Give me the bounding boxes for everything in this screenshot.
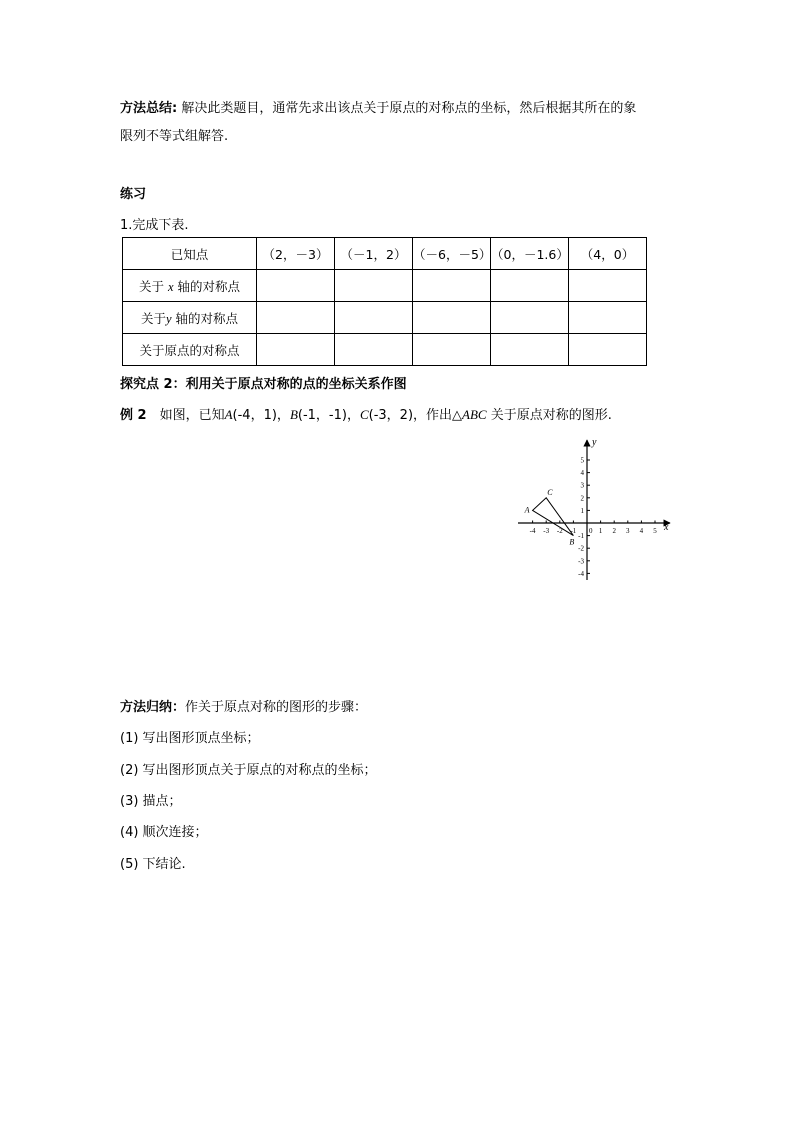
y-tick-label: -4	[578, 569, 584, 578]
y-tick-label: -1	[578, 532, 584, 541]
row-header-text: 轴的对称点	[173, 278, 241, 294]
x-tick-label: -1	[570, 527, 577, 535]
example-label: 例 2	[120, 408, 147, 423]
y-tick-label: -2	[578, 544, 584, 553]
x-tick-label: 2	[612, 527, 616, 535]
coordinate-figure	[510, 435, 680, 585]
method-step: (5) 下结论.	[120, 857, 186, 872]
y-tick-label: 5	[580, 456, 584, 465]
method-step: (2) 写出图形顶点关于原点的对称点的坐标；	[120, 763, 377, 778]
symmetry-table	[122, 237, 647, 366]
y-tick-label: 4	[580, 469, 584, 478]
y-tick-label: -3	[578, 557, 584, 566]
summary-line-2: 限列不等式组解答.	[120, 129, 229, 144]
table-row	[123, 302, 647, 334]
y-axis-label: y	[592, 437, 597, 448]
axis-ticks	[530, 457, 658, 578]
answer-cell[interactable]	[257, 334, 335, 366]
x-tick-label: 4	[639, 527, 644, 535]
example-text: 关于原点对称的图形.	[486, 408, 612, 423]
table-row	[123, 334, 647, 366]
y-tick-label: 1	[580, 506, 584, 515]
point-coord: (-4，1)，	[232, 408, 290, 423]
row-header-y-axis	[123, 302, 257, 334]
point-name: C	[359, 407, 369, 422]
method-step: (1) 写出图形顶点坐标；	[120, 731, 260, 746]
table-col-header: （0，－1.6）	[491, 238, 569, 270]
row-header-text: 轴的对称点	[171, 310, 239, 326]
triangle-name: ABC	[462, 407, 487, 422]
answer-cell[interactable]	[413, 334, 491, 366]
table-col-header: （－1，2）	[335, 238, 413, 270]
vertex-labels	[524, 488, 575, 547]
example-text: 如图，已知	[146, 408, 225, 423]
row-header-var: y	[165, 311, 172, 326]
table-col-header: （－6，－5）	[413, 238, 491, 270]
x-tick-label: -2	[556, 527, 563, 535]
row-header-origin	[123, 334, 257, 366]
method-title: 作关于原点对称的图形的步骤：	[185, 700, 368, 715]
answer-cell[interactable]	[413, 270, 491, 302]
answer-cell[interactable]	[257, 302, 335, 334]
explore-title: 探究点 2：利用关于原点对称的点的坐标关系作图	[120, 377, 407, 392]
summary-label: 方法总结:	[120, 101, 178, 116]
row-header-text: 关于原点的对称点	[139, 342, 240, 358]
practice-title: 练习	[120, 187, 147, 202]
answer-cell[interactable]	[335, 270, 413, 302]
vertex-label-a: A	[524, 505, 530, 515]
table-col-header: （4，0）	[569, 238, 647, 270]
table-corner-cell: 已知点	[123, 238, 257, 270]
answer-cell[interactable]	[335, 302, 413, 334]
answer-cell[interactable]	[257, 270, 335, 302]
row-header-x-axis	[123, 270, 257, 302]
point-coord: (-1，-1)，	[297, 408, 360, 423]
answer-cell[interactable]	[491, 270, 569, 302]
vertex-label-b: B	[569, 537, 575, 547]
row-header-text: 关于	[138, 278, 168, 294]
x-tick-label: 3	[626, 527, 630, 535]
x-tick-label: 5	[653, 527, 657, 535]
triangle-abc	[533, 498, 577, 536]
y-tick-label: 3	[580, 481, 584, 490]
x-axis-label: x	[664, 522, 669, 533]
practice-question-1: 1.完成下表.	[120, 218, 189, 233]
point-name: B	[289, 407, 298, 422]
row-header-var: x	[167, 279, 174, 294]
table-header-row	[123, 238, 647, 270]
method-step: (4) 顺次连接；	[120, 825, 208, 840]
point-coord: (-3，2)，作出△	[368, 408, 463, 423]
answer-cell[interactable]	[569, 270, 647, 302]
answer-cell[interactable]	[413, 302, 491, 334]
origin-label: 0	[589, 527, 593, 535]
x-tick-label: -3	[543, 527, 550, 535]
answer-cell[interactable]	[569, 334, 647, 366]
method-step: (3) 描点；	[120, 794, 182, 809]
method-label: 方法归纳：	[120, 700, 186, 715]
answer-cell[interactable]	[491, 334, 569, 366]
y-tick-label: 2	[580, 494, 584, 503]
summary-text-1: 解决此类题目，通常先求出该点关于原点的对称点的坐标，然后根据其所在的象	[177, 101, 637, 116]
answer-cell[interactable]	[491, 302, 569, 334]
point-name: A	[224, 407, 233, 422]
x-tick-label: 1	[598, 527, 603, 535]
table-row	[123, 270, 647, 302]
answer-cell[interactable]	[569, 302, 647, 334]
example-2	[120, 404, 612, 423]
row-header-text: 关于	[140, 310, 166, 326]
vertex-label-c: C	[547, 487, 553, 497]
summary-line-1	[120, 97, 636, 116]
table-col-header: （2，－3）	[257, 238, 335, 270]
answer-cell[interactable]	[335, 334, 413, 366]
x-tick-label: -4	[529, 527, 536, 535]
method-heading	[120, 696, 367, 715]
